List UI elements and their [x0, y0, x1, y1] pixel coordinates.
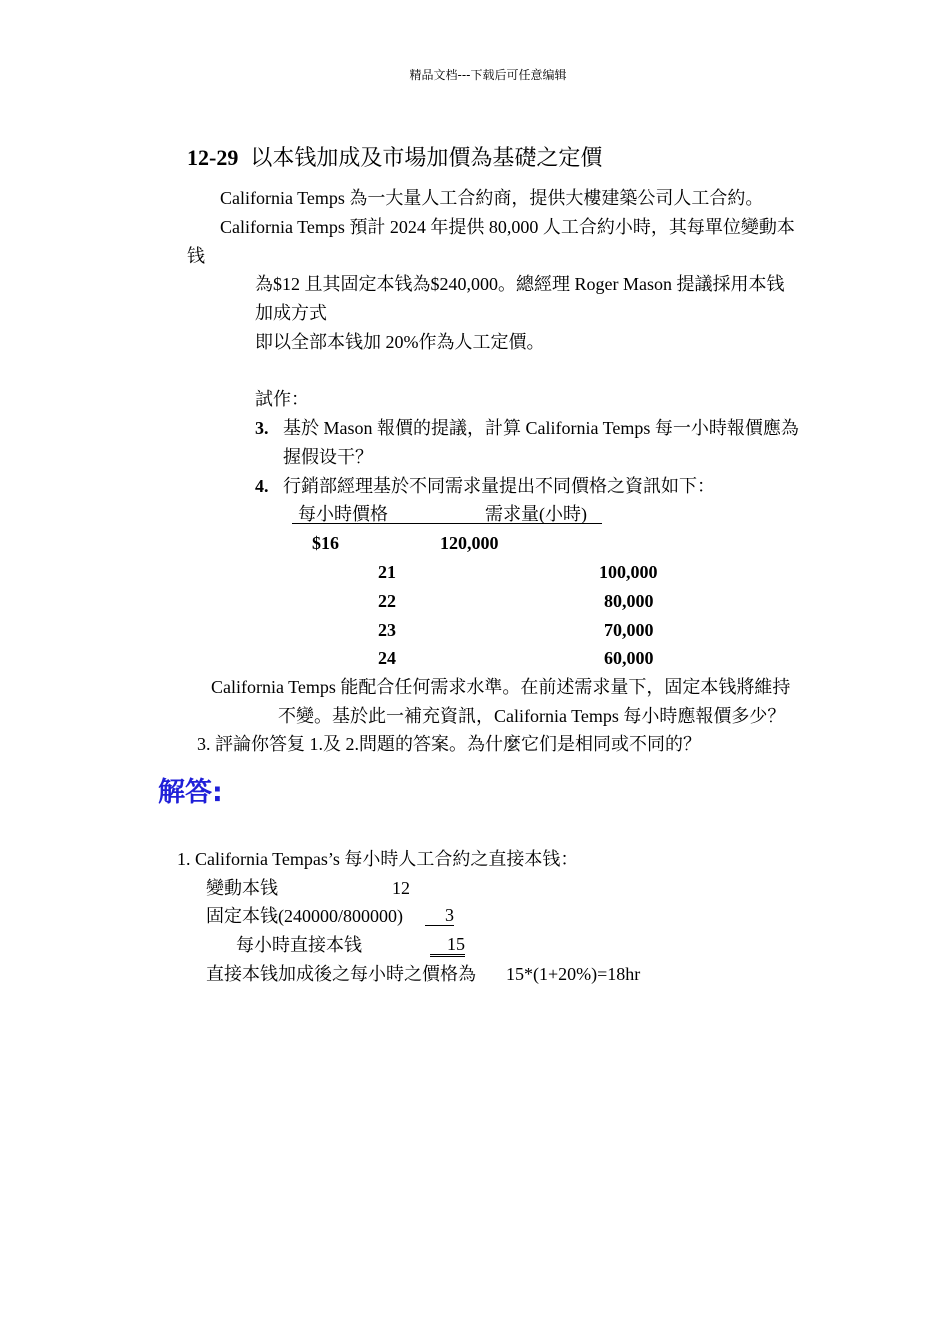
table-price-3: 22	[378, 591, 396, 611]
variable-cost-label: 變動本钱	[206, 878, 278, 898]
direct-cost-label: 每小時直接本钱	[236, 935, 362, 955]
question-1-line-2: 握假设干？	[283, 447, 373, 467]
table-demand-4: 70,000	[604, 620, 654, 640]
question-2-number: 4.	[255, 476, 269, 496]
intro-line-1: California Temps 為一大量人工合約商，提供大樓建築公司人工合約。	[220, 188, 764, 208]
after-table-line-1: California Temps 能配合任何需求水準。在前述需求量下，固定本钱將維持	[211, 677, 791, 697]
page-header: 精品文档---下载后可任意编辑	[409, 68, 567, 82]
direct-cost-value: 15	[430, 935, 465, 957]
table-demand-1: 120,000	[440, 533, 499, 553]
tasks-label: 試作：	[255, 389, 309, 409]
answer-heading: 解答:	[158, 777, 223, 808]
intro-line-6: 即以全部本钱加 20%作為人工定價。	[255, 332, 545, 352]
table-price-2: 21	[378, 562, 396, 582]
intro-line-2: California Temps 預計 2024 年提供 80,000 人工合約小時，其每單位變動本	[220, 217, 795, 237]
table-demand-3: 80,000	[604, 591, 654, 611]
markup-price-value: 15*(1+20%)=18hr	[506, 964, 641, 984]
problem-title-text: 以本钱加成及市場加價為基礎之定價	[250, 145, 603, 170]
fixed-cost-label: 固定本钱(240000/800000)	[206, 906, 403, 926]
solution-line-1: 1. California Tempas’s 每小時人工合約之直接本钱：	[177, 849, 579, 869]
table-price-5: 24	[378, 648, 396, 668]
problem-number: 12-29	[187, 145, 239, 170]
question-3: 3. 評論你答复 1.及 2.問題的答案。為什麼它们是相同或不同的？	[197, 734, 701, 754]
question-2-text: 行銷部經理基於不同需求量提出不同價格之資訊如下：	[283, 476, 715, 496]
after-table-line-2: 不變。基於此一補充資訊，California Temps 每小時應報價多少？	[278, 706, 786, 726]
variable-cost-value: 12	[392, 878, 410, 898]
intro-line-4: 為$12 且其固定本钱為$240,000。總經理 Roger Mason 提議採用本钱	[255, 274, 785, 294]
fixed-cost-value: 3	[425, 906, 454, 926]
question-1-number: 3.	[255, 418, 269, 438]
table-demand-5: 60,000	[604, 648, 654, 668]
intro-line-3: 钱	[187, 246, 205, 266]
intro-line-5: 加成方式	[255, 303, 327, 323]
problem-title	[187, 141, 602, 172]
table-header-price: 每小時價格	[298, 504, 388, 524]
table-demand-2: 100,000	[599, 562, 658, 582]
table-price-1: $16	[312, 533, 339, 553]
question-1-line-1: 基於 Mason 報價的提議，計算 California Temps 每一小時報價應為	[283, 418, 799, 438]
markup-price-label: 直接本钱加成後之每小時之價格為	[206, 964, 476, 984]
table-price-4: 23	[378, 620, 396, 640]
table-header-demand: 需求量(小時)	[485, 504, 587, 524]
